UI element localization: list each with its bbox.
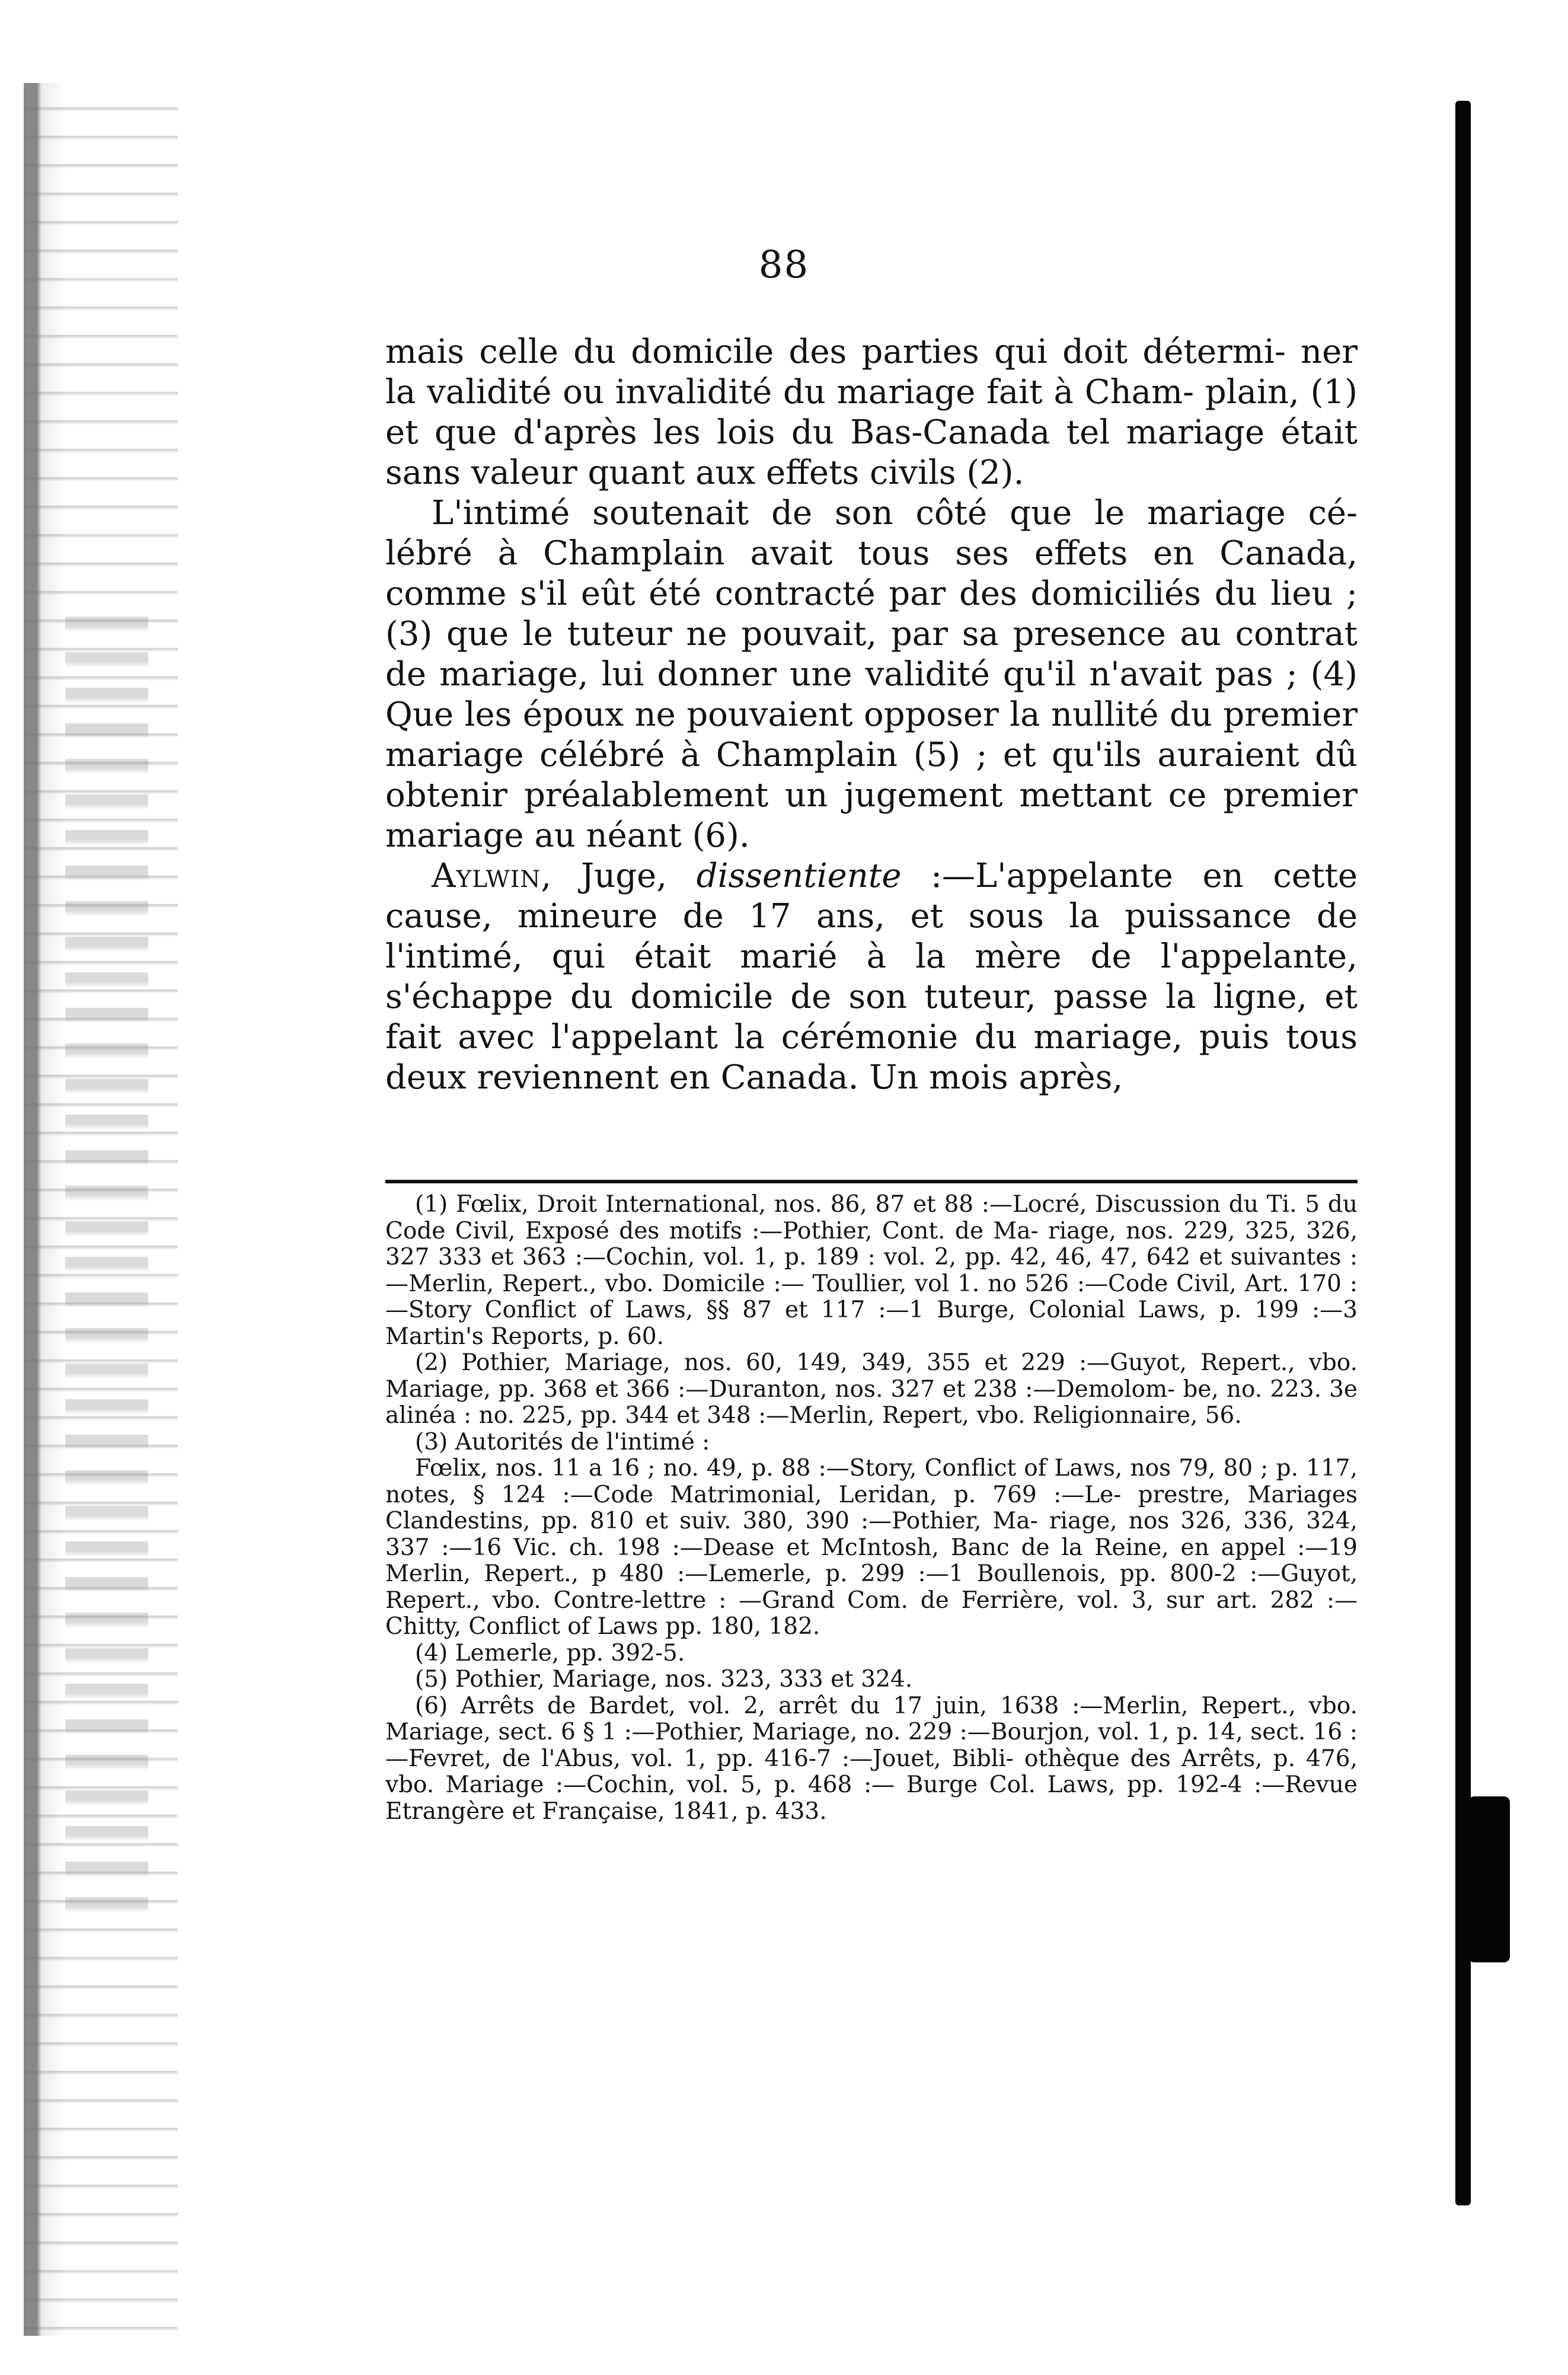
footnote-5: (5) Pothier, Mariage, nos. 323, 333 et 324. bbox=[415, 1666, 913, 1693]
footnote-separator-rule bbox=[385, 1180, 1358, 1183]
footnotes bbox=[385, 1192, 1358, 1825]
footnote-3-heading: (3) Autorités de l'intimé : bbox=[415, 1428, 710, 1455]
footnote-3: Fœlix, nos. 11 a 16 ; no. 49, p. 88 :—Story, Conflict of Laws, nos 79, 80 ; p. 117, notes, § 124 :—Code Matrimonial, Leridan, p. 769 :—Le- prestre, Mariages Clandestins, pp. 810 et suiv. 380, 390 :—Pothier, Ma- riage, nos 326, 336, 324, 337 :—16 Vic. ch. 198 :—Dease et McIntosh, Banc de la Reine, en appel :—19 Merlin, Repert., p 480 :—Lemerle, p. 299 :—1 Boullenois, pp. 800-2 :—Guyot, Repert., vbo. Contre-lettre : —Grand Com. de Ferrière, vol. 3, sur art. 282 :—Chitty, Conflict of Laws pp. 180, 182. bbox=[385, 1455, 1358, 1640]
judge-name: Aylwin bbox=[432, 857, 541, 895]
page-number: 88 bbox=[758, 243, 810, 287]
scan-right-edge-bar bbox=[1455, 101, 1471, 2205]
paragraph-3 bbox=[385, 856, 1358, 1098]
footnote-6: (6) Arrêts de Bardet, vol. 2, arrêt du 17 juin, 1638 :—Merlin, Repert., vbo. Mariage, sect. 6 § 1 :—Pothier, Mariage, no. 229 :—Bourjon, vol. 1, p. 14, sect. 16 :—Fevret, de l'Abus, vol. 1, pp. 416-7 :—Jouet, Bibli- othèque des Arrêts, p. 476, vbo. Mariage :—Cochin, vol. 5, p. 468 :— Burge Col. Laws, pp. 192-4 :—Revue Etrangère et Française, 1841, p. 433. bbox=[385, 1692, 1358, 1825]
main-text bbox=[385, 332, 1358, 1098]
paragraph-3-text: :—L'appelante en cette cause, mineure de 17 ans, et sous la puissance de l'intimé, qui était marié à la mère de l'appelante, s'échappe du domicile de son tuteur, passe la ligne, et fait avec l'appelant la cérémonie du mariage, puis tous deux reviennent en Canada. Un mois après, bbox=[385, 857, 1358, 1097]
footnote-1: (1) Fœlix, Droit International, nos. 86, 87 et 88 :—Locré, Discussion du Ti. 5 du Code Civil, Exposé des motifs :—Pothier, Cont. de Ma- riage, nos. 229, 325, 326, 327 333 et 363 :—Cochin, vol. 1, p. 189 : vol. 2, pp. 42, 46, 47, 642 et suivantes :—Merlin, Repert., vbo. Domicile :— Toullier, vol 1. no 526 :—Code Civil, Art. 170 :—Story Conflict of Laws, §§ 87 et 117 :—1 Burge, Colonial Laws, p. 199 :—3 Martin's Reports, p. 60. bbox=[385, 1191, 1358, 1350]
footnote-4: (4) Lemerle, pp. 392-5. bbox=[415, 1639, 685, 1667]
paragraph-2: L'intimé soutenait de son côté que le mariage cé- lébré à Champlain avait tous ses effets en Canada, comme s'il eût été contracté par des domiciliés du lieu ; (3) que le tuteur ne pouvait, par sa presence au contrat de mariage, lui donner une validité qu'il n'avait pas ; (4) Que les époux ne pouvaient opposer la nullité du premier mariage célébré à Champlain (5) ; et qu'ils auraient dû obtenir préalablement un jugement mettant ce premier mariage au néant (6). bbox=[385, 494, 1358, 855]
scan-left-edge-artifact bbox=[24, 83, 178, 2336]
paragraph-1: mais celle du domicile des parties qui doit détermi- ner la validité ou invalidité du mariage fait à Cham- plain, (1) et que d'après les lois du Bas-Canada tel mariage était sans valeur quant aux effets civils (2). bbox=[385, 333, 1358, 492]
footnote-2: (2) Pothier, Mariage, nos. 60, 149, 349, 355 et 229 :—Guyot, Repert., vbo. Mariage, pp. 368 et 366 :—Duranton, nos. 327 et 238 :—Demolom- be, no. 223. 3e alinéa : no. 225, pp. 344 et 348 :—Merlin, Repert, vbo. Religionnaire, 56. bbox=[385, 1349, 1358, 1429]
dissent-word: dissentiente bbox=[696, 857, 902, 895]
judge-title: , Juge, bbox=[541, 857, 697, 895]
